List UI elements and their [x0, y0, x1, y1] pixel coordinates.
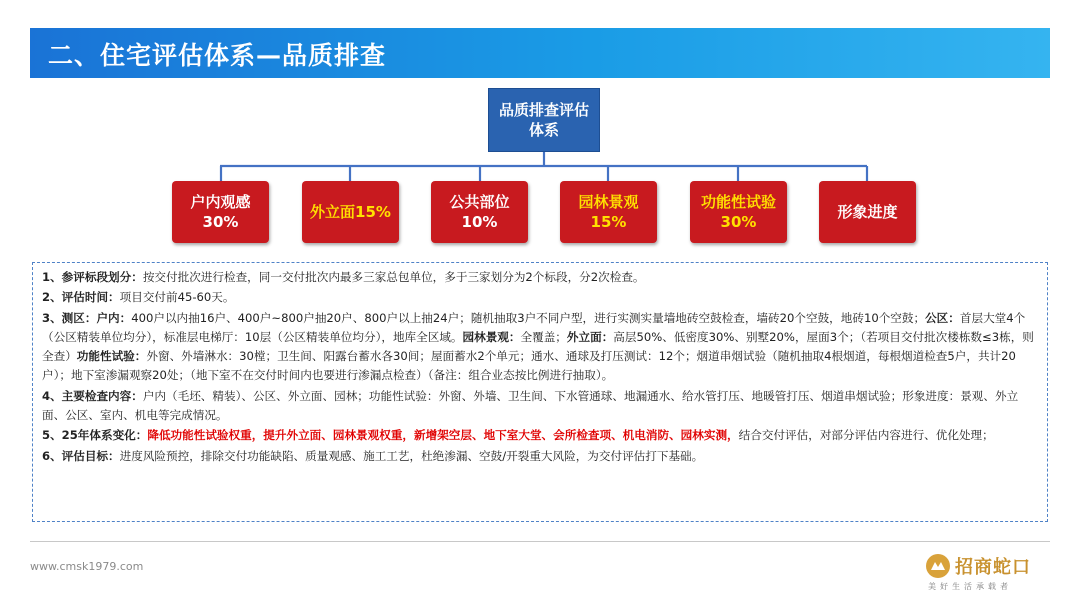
- note-3-text-public: 首层大堂4个（公区精装单位均分），标准层电梯厅：10层（公区精装单位均分），地库全区域。: [42, 310, 1026, 344]
- note-5-text: 结合交付评估，对部分评估内容进行、优化处理；: [738, 428, 994, 443]
- node-progress: [819, 181, 916, 243]
- node-landscape-weight: 15%: [590, 213, 627, 231]
- node-progress-name: 形象进度: [837, 203, 898, 221]
- note-3-text-function: 外窗、外墙淋水：30樘；卫生间、阳露台蓄水各30间；屋面蓄水2个单元；通水、通球及打压测试：12个；烟道串烟试验（随机抽取4根烟道，每根烟道检查5户，共计20户）；地下室渗漏观察20处；（地下室不在交付时间内也要进行渗漏点检查）（备注：组合业态按比例进行抽取）。: [42, 349, 1016, 383]
- footer-divider: [30, 541, 1050, 542]
- note-1-text: 按交付批次进行检查，同一交付批次内最多三家总包单位，多于三家划分为2个标段，分2次检查。: [142, 270, 645, 284]
- note-2-text: 项目交付前45-60天。: [119, 290, 235, 305]
- note-4-text: 户内（毛坯、精装）、公区、外立面、园林；功能性试验：外窗、外墙、卫生间、下水管通球、地漏通水、给水管打压、地暖管打压、烟道串烟试验；形象进度：景观、外立面、公区、室内、机电等完成情况。: [42, 388, 1019, 423]
- logo-icon: [925, 553, 951, 579]
- note-3-label: 3、测区：户内：: [42, 310, 132, 325]
- node-facade-name: 外立面15%: [310, 203, 391, 221]
- note-4-label: 4、主要检查内容：: [42, 388, 143, 403]
- logo-text: 招商蛇口: [955, 557, 1031, 578]
- node-function-test-weight: 30%: [720, 213, 757, 231]
- note-3-label-facade: 外立面：: [566, 329, 614, 344]
- note-1: [42, 268, 1038, 287]
- node-function-test-name: 功能性试验: [700, 193, 776, 211]
- node-public-area: [431, 181, 528, 243]
- note-5-label: 5、25年体系变化：: [42, 428, 148, 443]
- note-2-label: 2、评估时间：: [42, 290, 120, 305]
- note-5: [42, 426, 1038, 445]
- node-landscape-name: 园林景观: [578, 193, 639, 211]
- note-4: [42, 387, 1038, 426]
- node-indoor-weight: 30%: [202, 213, 239, 231]
- page-title: 二、住宅评估体系—品质排查: [48, 41, 387, 70]
- root-node: 品质排查评估体系: [488, 88, 600, 152]
- node-indoor: [172, 181, 269, 243]
- note-3-text-landscape: 全覆盖；: [520, 329, 567, 344]
- note-1-label: 1、参评标段划分：: [42, 270, 143, 284]
- note-3-text-facade: 高层50%、低密度30%、别墅20%，屋面3个；（若项目交付批次楼栋数≤3栋，则全查）: [42, 329, 1034, 364]
- node-landscape: [560, 181, 657, 243]
- node-indoor-name: 户内观感: [190, 193, 251, 211]
- node-public-area-name: 公共部位: [449, 193, 510, 211]
- note-3-label-landscape: 园林景观：: [462, 329, 521, 344]
- note-3-label-function: 功能性试验：: [76, 349, 147, 364]
- note-5-highlight: 降低功能性试验权重，提升外立面、园林景观权重，新增架空层、地下室大堂、会所检查项、机电消防、园林实测，: [147, 428, 739, 443]
- note-6-label: 6、评估目标：: [42, 448, 120, 463]
- note-3-text-indoor: 400户以内抽16户、400户~800户抽20户、800户以上抽24户；随机抽取3户不同户型，进行实测实量墙地砖空鼓检查，墙砖20个空鼓，地砖10个空鼓；: [131, 310, 926, 325]
- note-3-label-public: 公区：: [925, 310, 960, 325]
- footer-url: www.cmsk1979.com: [30, 560, 144, 573]
- logo-slogan: 美好生活承载者: [928, 582, 1012, 591]
- notes-panel: [32, 262, 1048, 522]
- note-3: [42, 309, 1038, 386]
- note-2: [42, 288, 1038, 307]
- node-public-area-weight: 10%: [461, 213, 498, 231]
- node-function-test: [690, 181, 787, 243]
- note-6-text: 进度风险预控，排除交付功能缺陷、质量观感、施工工艺，杜绝渗漏、空鼓/开裂重大风险，为交付评估打下基础。: [119, 448, 704, 463]
- node-facade: [302, 181, 399, 243]
- note-6: [42, 447, 1038, 466]
